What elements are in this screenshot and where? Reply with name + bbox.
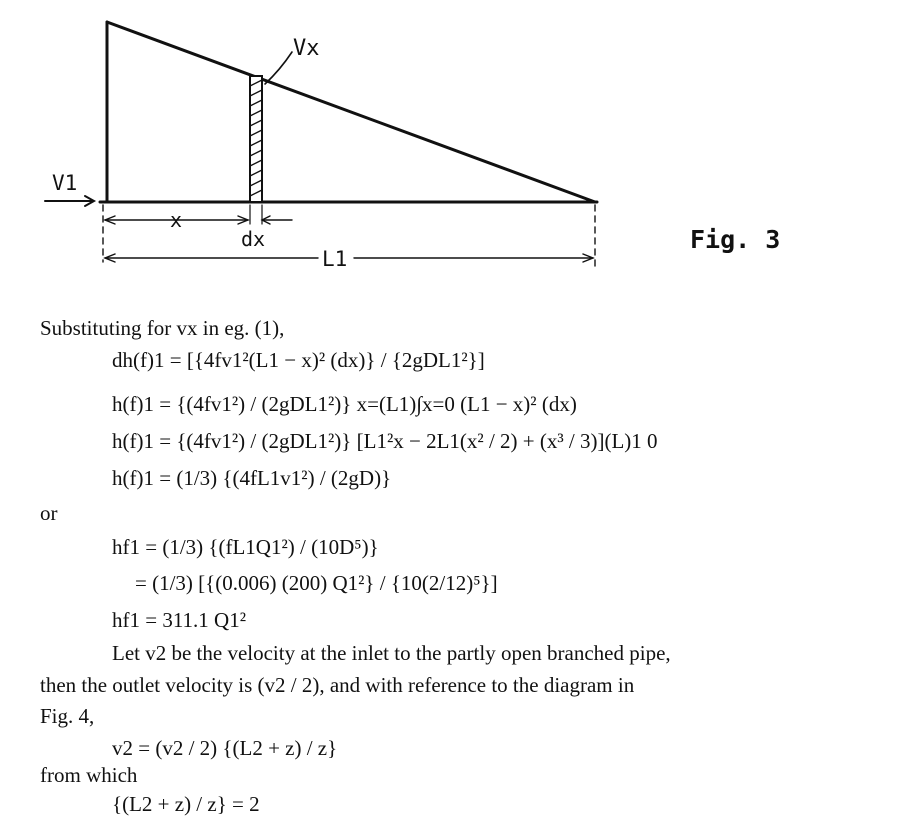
vx-leader-line (265, 52, 292, 84)
dx-label: dx (241, 227, 266, 251)
equation-7: hf1 = 311.1 Q1² (112, 608, 247, 632)
figure-caption: Fig. 3 (690, 225, 781, 254)
equation-5: hf1 = (1/3) {(fL1Q1²) / (10D⁵)} (112, 535, 379, 559)
triangle-hypotenuse (107, 22, 595, 202)
equation-4: h(f)1 = (1/3) {(4fL1v1²) / (2gD)} (112, 466, 392, 490)
equation-6: = (1/3) [{(0.006) (200) Q1²} / {10(2/12)⁵}] (135, 571, 498, 595)
or-text: or (40, 501, 58, 525)
L1-label: L1 (322, 247, 348, 271)
v1-label: V1 (52, 171, 78, 195)
equation-8: v2 = (v2 / 2) {(L2 + z) / z} (112, 736, 338, 760)
vx-label: Vx (293, 36, 320, 61)
x-label: x (170, 208, 183, 232)
equation-2: h(f)1 = {(4fv1²) / (2gDL1²)} x=(L1)∫x=0 (L1 − x)² (dx) (112, 392, 577, 416)
equation-9: {(L2 + z) / z} = 2 (112, 792, 260, 816)
from-which-text: from which (40, 763, 138, 787)
paragraph-line-3: Fig. 4, (40, 704, 95, 728)
equation-3: h(f)1 = {(4fv1²) / (2gDL1²)} [L1²x − 2L1(x² / 2) + (x³ / 3)](L)1 0 (112, 429, 658, 453)
equation-1: dh(f)1 = [{4fv1²(L1 − x)² (dx)} / {2gDL1²}] (112, 348, 485, 372)
intro-line: Substituting for vx in eg. (1), (40, 316, 285, 340)
figure-3 (0, 0, 901, 300)
paragraph-line-2: then the outlet velocity is (v2 / 2), and with reference to the diagram in (40, 673, 635, 697)
paragraph-line-1: Let v2 be the velocity at the inlet to the partly open branched pipe, (112, 641, 671, 665)
